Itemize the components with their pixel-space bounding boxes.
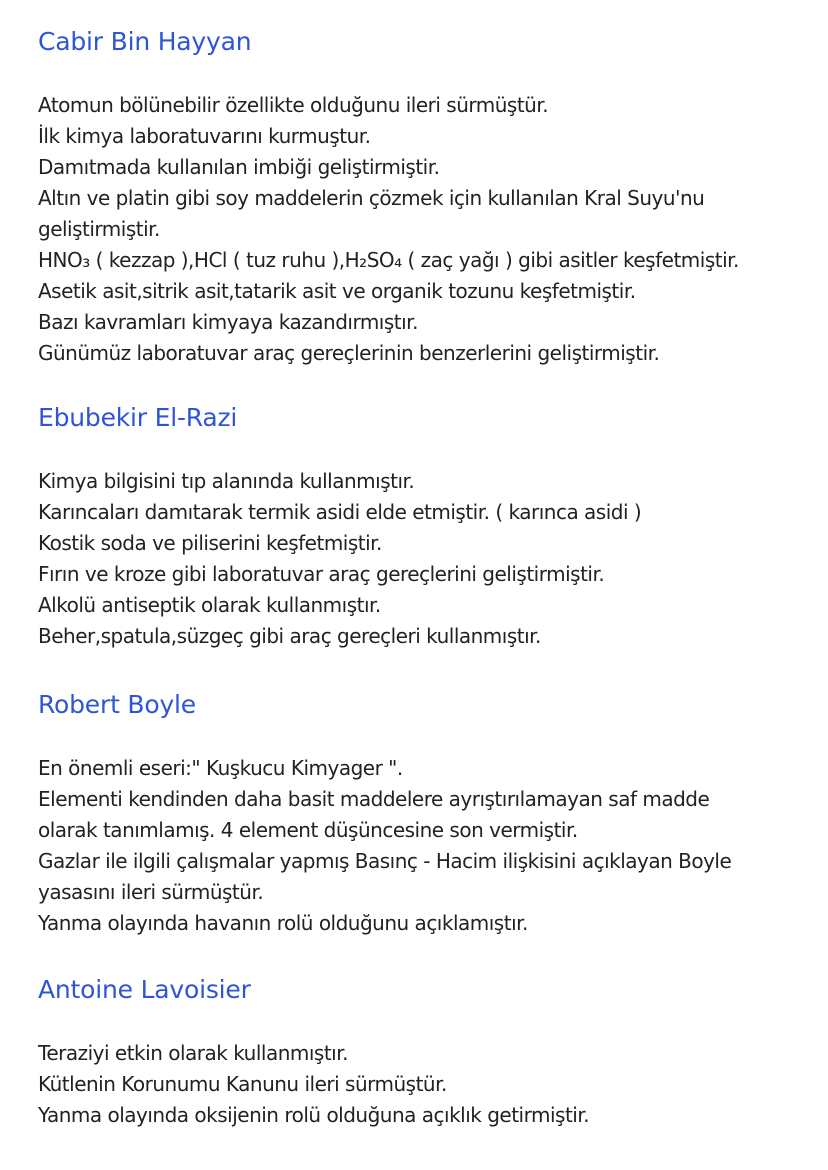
section-title: Robert Boyle <box>38 690 196 719</box>
section-antoine-lavoisier <box>38 975 808 1131</box>
text-line: En önemli eseri:" Kuşkucu Kimyager ". <box>38 756 403 780</box>
text-line: Asetik asit,sitrik asit,tatarik asit ve organik tozunu keşfetmiştir. <box>38 279 636 303</box>
text-line: Teraziyi etkin olarak kullanmıştır. <box>38 1041 348 1065</box>
text-line: İlk kimya laboratuvarını kurmuştur. <box>38 124 371 148</box>
text-line: Yanma olayında oksijenin rolü olduğuna açıklık getirmiştir. <box>38 1103 590 1127</box>
text-line: Damıtmada kullanılan imbiği geliştirmiştir. <box>38 155 440 179</box>
text-line: geliştirmiştir. <box>38 217 160 241</box>
text-line: HNO₃ ( kezzap ),HCl ( tuz ruhu ),H₂SO₄ ( zaç yağı ) gibi asitler keşfetmiştir. <box>38 248 739 272</box>
text-line: Karıncaları damıtarak termik asidi elde etmiştir. ( karınca asidi ) <box>38 500 642 524</box>
text-line: Kimya bilgisini tıp alanında kullanmıştır. <box>38 469 415 493</box>
section-robert-boyle <box>38 690 808 939</box>
section-cabir-bin-hayyan <box>38 27 808 369</box>
section-body <box>38 1038 808 1131</box>
text-line: Fırın ve kroze gibi laboratuvar araç gereçlerini geliştirmiştir. <box>38 562 605 586</box>
section-body <box>38 90 808 369</box>
section-ebubekir-el-razi <box>38 403 808 652</box>
text-line: Beher,spatula,süzgeç gibi araç gereçleri kullanmıştır. <box>38 624 541 648</box>
text-line: Alkolü antiseptik olarak kullanmıştır. <box>38 593 381 617</box>
section-title: Cabir Bin Hayyan <box>38 27 252 56</box>
text-line: Elementi kendinden daha basit maddelere ayrıştırılamayan saf madde <box>38 787 710 811</box>
text-line: Kütlenin Korunumu Kanunu ileri sürmüştür. <box>38 1072 447 1096</box>
text-line: Günümüz laboratuvar araç gereçlerinin benzerlerini geliştirmiştir. <box>38 341 660 365</box>
text-line: Atomun bölünebilir özellikte olduğunu ileri sürmüştür. <box>38 93 549 117</box>
text-line: Yanma olayında havanın rolü olduğunu açıklamıştır. <box>38 911 528 935</box>
section-title: Ebubekir El-Razi <box>38 403 238 432</box>
text-line: Bazı kavramları kimyaya kazandırmıştır. <box>38 310 418 334</box>
text-line: Altın ve platin gibi soy maddelerin çözmek için kullanılan Kral Suyu'nu <box>38 186 705 210</box>
section-body <box>38 466 808 652</box>
text-line: yasasını ileri sürmüştür. <box>38 880 264 904</box>
section-title: Antoine Lavoisier <box>38 975 251 1004</box>
section-body <box>38 753 808 939</box>
text-line: Kostik soda ve piliserini keşfetmiştir. <box>38 531 382 555</box>
text-line: olarak tanımlamış. 4 element düşüncesine son vermiştir. <box>38 818 578 842</box>
text-line: Gazlar ile ilgili çalışmalar yapmış Basınç - Hacim ilişkisini açıklayan Boyle <box>38 849 732 873</box>
